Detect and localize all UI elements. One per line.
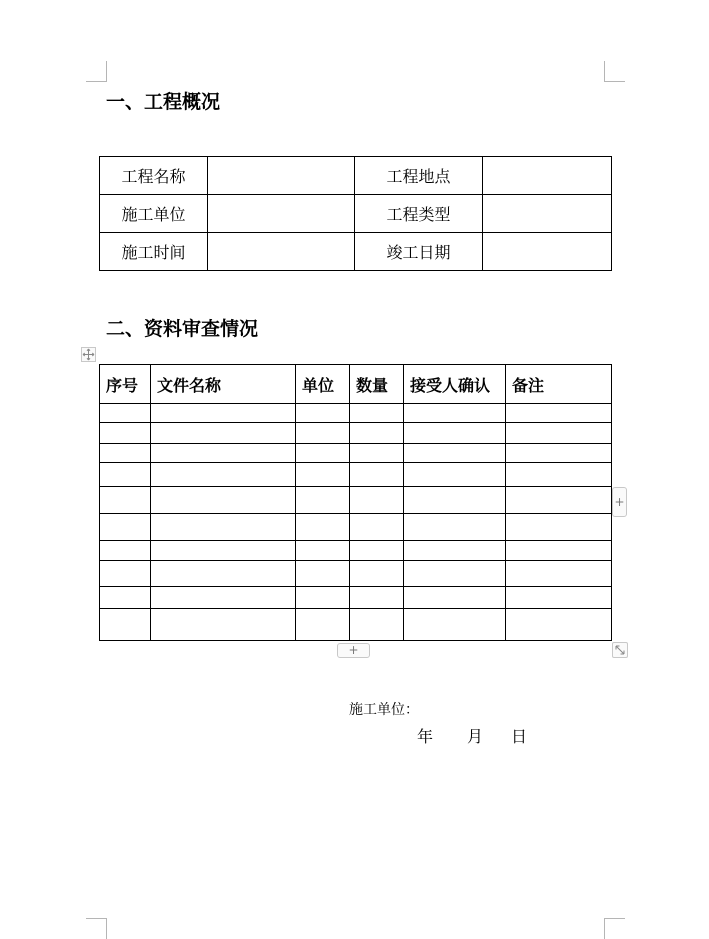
table-cell[interactable] bbox=[404, 423, 506, 444]
table-row bbox=[100, 233, 612, 271]
project-overview-table bbox=[99, 156, 612, 271]
value-project-name[interactable] bbox=[208, 157, 355, 195]
table-cell[interactable] bbox=[151, 404, 296, 423]
label-project-type: 工程类型 bbox=[355, 195, 483, 233]
section1-title: 一、工程概况 bbox=[106, 91, 221, 113]
table-cell[interactable] bbox=[100, 541, 151, 561]
table-cell[interactable] bbox=[151, 444, 296, 463]
table-cell[interactable] bbox=[350, 487, 404, 514]
table-cell[interactable] bbox=[404, 514, 506, 541]
table-cell[interactable] bbox=[506, 561, 612, 587]
table-cell[interactable] bbox=[151, 609, 296, 641]
table-row bbox=[100, 587, 612, 609]
table-cell[interactable] bbox=[100, 514, 151, 541]
add-row-button[interactable]: + bbox=[337, 643, 370, 658]
table-cell[interactable] bbox=[506, 404, 612, 423]
table-cell[interactable] bbox=[506, 587, 612, 609]
table-cell[interactable] bbox=[404, 609, 506, 641]
table-cell[interactable] bbox=[506, 463, 612, 487]
table-move-handle[interactable] bbox=[81, 347, 96, 362]
table-cell[interactable] bbox=[404, 561, 506, 587]
add-column-button[interactable]: + bbox=[612, 487, 627, 517]
table-row bbox=[100, 195, 612, 233]
table-cell[interactable] bbox=[506, 609, 612, 641]
table-cell[interactable] bbox=[151, 587, 296, 609]
table-cell[interactable] bbox=[404, 404, 506, 423]
table-cell[interactable] bbox=[350, 587, 404, 609]
table-row bbox=[100, 404, 612, 423]
table-header-row bbox=[100, 365, 612, 404]
table-row bbox=[100, 487, 612, 514]
table-cell[interactable] bbox=[100, 404, 151, 423]
table-cell[interactable] bbox=[151, 463, 296, 487]
table-cell[interactable] bbox=[151, 514, 296, 541]
table-cell[interactable] bbox=[151, 487, 296, 514]
table-cell[interactable] bbox=[100, 463, 151, 487]
document-review-table bbox=[99, 364, 612, 641]
table-row bbox=[100, 561, 612, 587]
table-cell[interactable] bbox=[296, 404, 350, 423]
date-day-label: 日 bbox=[511, 727, 528, 746]
value-project-type[interactable] bbox=[483, 195, 612, 233]
table-cell[interactable] bbox=[100, 587, 151, 609]
header-quantity: 数量 bbox=[350, 365, 404, 404]
table-cell[interactable] bbox=[404, 487, 506, 514]
table-cell[interactable] bbox=[296, 444, 350, 463]
table-cell[interactable] bbox=[506, 444, 612, 463]
table-cell[interactable] bbox=[296, 423, 350, 444]
table-cell[interactable] bbox=[404, 541, 506, 561]
table-cell[interactable] bbox=[350, 404, 404, 423]
table-cell[interactable] bbox=[350, 423, 404, 444]
table-cell[interactable] bbox=[506, 514, 612, 541]
table-cell[interactable] bbox=[151, 423, 296, 444]
table-cell[interactable] bbox=[100, 423, 151, 444]
table-cell[interactable] bbox=[350, 463, 404, 487]
resize-icon bbox=[613, 643, 627, 657]
table-row bbox=[100, 609, 612, 641]
table-row bbox=[100, 444, 612, 463]
table-cell[interactable] bbox=[350, 444, 404, 463]
header-receiver-confirm: 接受人确认 bbox=[404, 365, 506, 404]
table-cell[interactable] bbox=[350, 561, 404, 587]
table-cell[interactable] bbox=[350, 609, 404, 641]
date-year-label: 年 bbox=[417, 727, 434, 746]
table-resize-handle[interactable] bbox=[612, 642, 628, 658]
move-icon bbox=[82, 348, 95, 361]
table-cell[interactable] bbox=[404, 444, 506, 463]
table-row bbox=[100, 423, 612, 444]
header-file-name: 文件名称 bbox=[151, 365, 296, 404]
label-project-location: 工程地点 bbox=[355, 157, 483, 195]
table-cell[interactable] bbox=[296, 463, 350, 487]
date-month-label: 月 bbox=[467, 727, 484, 746]
table-cell[interactable] bbox=[151, 541, 296, 561]
header-unit: 单位 bbox=[296, 365, 350, 404]
value-contractor[interactable] bbox=[208, 195, 355, 233]
page-corner-top-right bbox=[604, 61, 625, 82]
table-cell[interactable] bbox=[350, 541, 404, 561]
section2-title: 二、资料审查情况 bbox=[106, 318, 259, 340]
table-cell[interactable] bbox=[296, 561, 350, 587]
table-cell[interactable] bbox=[296, 587, 350, 609]
value-construction-time[interactable] bbox=[208, 233, 355, 271]
table-cell[interactable] bbox=[296, 609, 350, 641]
header-remarks: 备注 bbox=[506, 365, 612, 404]
table-cell[interactable] bbox=[404, 463, 506, 487]
table-row bbox=[100, 514, 612, 541]
label-completion-date: 竣工日期 bbox=[355, 233, 483, 271]
value-project-location[interactable] bbox=[483, 157, 612, 195]
table-row bbox=[100, 541, 612, 561]
label-construction-time: 施工时间 bbox=[100, 233, 208, 271]
table-row bbox=[100, 157, 612, 195]
table-cell[interactable] bbox=[506, 487, 612, 514]
table-cell[interactable] bbox=[100, 487, 151, 514]
label-contractor: 施工单位 bbox=[100, 195, 208, 233]
table-cell[interactable] bbox=[506, 541, 612, 561]
table-cell[interactable] bbox=[506, 423, 612, 444]
table-cell[interactable] bbox=[151, 561, 296, 587]
value-completion-date[interactable] bbox=[483, 233, 612, 271]
table-cell[interactable] bbox=[296, 487, 350, 514]
table-cell[interactable] bbox=[296, 541, 350, 561]
table-cell[interactable] bbox=[100, 609, 151, 641]
label-project-name: 工程名称 bbox=[100, 157, 208, 195]
table-cell[interactable] bbox=[296, 514, 350, 541]
table-row bbox=[100, 463, 612, 487]
table-cell[interactable] bbox=[404, 587, 506, 609]
table-cell[interactable] bbox=[100, 561, 151, 587]
contractor-signature-label: 施工单位： bbox=[349, 702, 419, 718]
table-cell[interactable] bbox=[350, 514, 404, 541]
header-serial-no: 序号 bbox=[100, 365, 151, 404]
table-cell[interactable] bbox=[100, 444, 151, 463]
page-corner-top-left bbox=[86, 61, 107, 82]
